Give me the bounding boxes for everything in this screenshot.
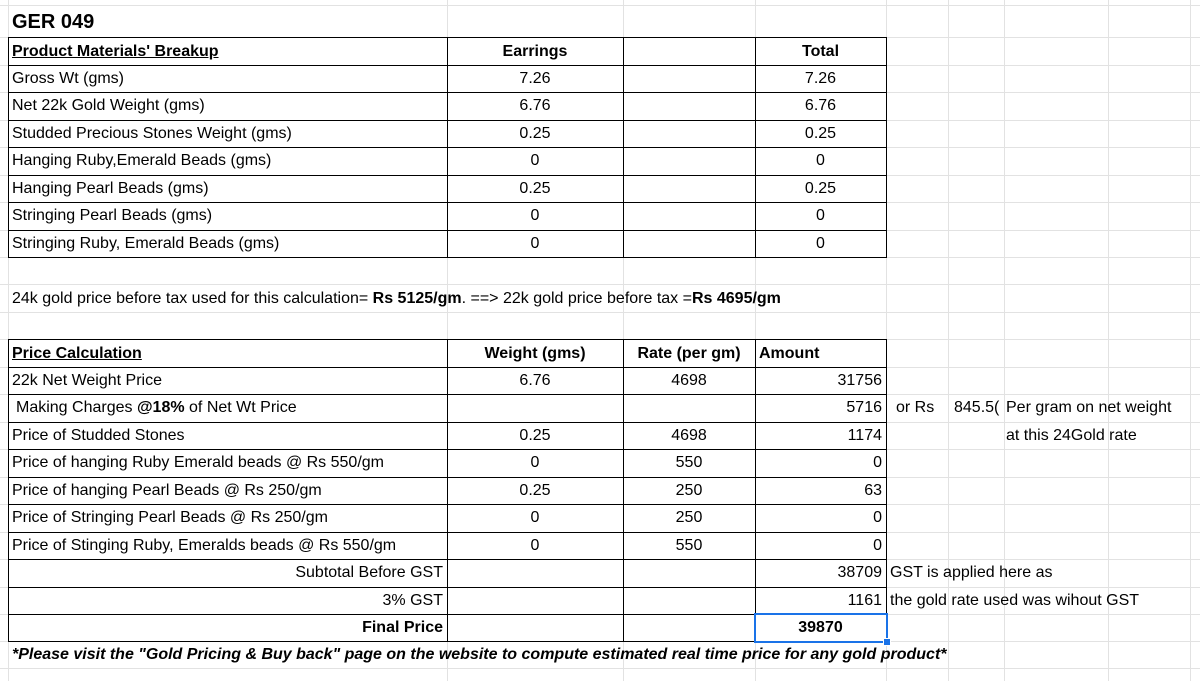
price-label-making[interactable] — [12, 394, 447, 421]
making-percent: @18% — [136, 399, 185, 416]
price-header-weight[interactable]: Weight (gms) — [484, 345, 586, 362]
materials-total[interactable]: 0 — [816, 235, 825, 252]
materials-total[interactable]: 0 — [816, 207, 825, 224]
price-amount[interactable]: 31756 — [837, 372, 882, 389]
price-header-rate[interactable]: Rate (per gm) — [637, 345, 741, 362]
materials-label[interactable]: Studded Precious Stones Weight (gms) — [12, 125, 292, 142]
price-header-amount[interactable]: Amount — [759, 345, 820, 362]
border — [623, 37, 624, 258]
gold-note-text: . ==> 22k gold price before tax = — [461, 290, 692, 307]
border — [886, 37, 887, 258]
gst-amount[interactable]: 1161 — [847, 592, 882, 609]
footer-note[interactable]: *Please visit the "Gold Pricing & Buy back" page on the website to compute estimated real time price for any gold product* — [12, 646, 947, 663]
side-note-gst-1[interactable]: GST is applied here as — [890, 564, 1053, 581]
materials-earrings[interactable]: 0.25 — [519, 180, 551, 197]
side-note-rate-text[interactable]: at this 24Gold rate — [1006, 427, 1137, 444]
materials-header-label[interactable]: Product Materials' Breakup — [12, 43, 219, 60]
final-price-amount[interactable]: 39870 — [798, 619, 843, 636]
materials-earrings[interactable]: 6.76 — [519, 97, 551, 114]
materials-label[interactable]: Hanging Ruby,Emerald Beads (gms) — [12, 152, 272, 169]
gridline — [0, 668, 1200, 669]
sheet-title[interactable]: GER 049 — [12, 11, 95, 33]
price-amount[interactable]: 63 — [864, 482, 882, 499]
price-label[interactable]: Price of hanging Ruby Emerald beads @ Rs 550/gm — [12, 454, 384, 471]
materials-total[interactable]: 6.76 — [804, 97, 837, 114]
price-rate[interactable]: 550 — [675, 454, 703, 471]
materials-header-total[interactable]: Total — [801, 43, 840, 60]
price-label[interactable]: Price of Stinging Ruby, Emeralds beads @ Rs 550/gm — [12, 537, 397, 554]
gold-22k-price: Rs 4695/gm — [691, 290, 781, 307]
making-label-rest: of Net Wt Price — [184, 399, 297, 416]
subtotal-label[interactable]: Subtotal Before GST — [295, 564, 443, 581]
subtotal-amount[interactable]: 38709 — [837, 564, 882, 581]
price-amount[interactable]: 1174 — [847, 427, 882, 444]
gold-price-note[interactable] — [8, 285, 1008, 312]
cell-selection — [754, 613, 888, 643]
price-rate[interactable]: 4698 — [671, 427, 707, 444]
making-label: Making Charges — [16, 399, 137, 416]
gold-24k-price: Rs 5125/gm — [372, 290, 462, 307]
price-rate[interactable]: 4698 — [671, 372, 707, 389]
materials-earrings[interactable]: 0 — [530, 235, 540, 252]
price-weight[interactable]: 6.76 — [519, 372, 551, 389]
materials-label[interactable]: Stringing Ruby, Emerald Beads (gms) — [12, 235, 280, 252]
price-amount[interactable]: 0 — [873, 454, 882, 471]
price-weight[interactable]: 0 — [530, 537, 540, 554]
materials-earrings[interactable]: 0.25 — [519, 125, 551, 142]
price-weight[interactable]: 0.25 — [519, 427, 551, 444]
price-label[interactable]: Price of Studded Stones — [12, 427, 185, 444]
gridline — [0, 5, 1200, 6]
side-note-or-rs[interactable]: or Rs — [896, 399, 935, 416]
side-note-per-gram-value[interactable]: 845.5( — [954, 399, 1000, 416]
materials-earrings[interactable]: 0 — [530, 207, 540, 224]
materials-header-earrings[interactable]: Earrings — [502, 43, 568, 60]
side-note-gst-2[interactable]: the gold rate used was wihout GST — [890, 592, 1140, 609]
price-header-label[interactable]: Price Calculation — [12, 345, 142, 362]
materials-total[interactable]: 0.25 — [804, 180, 837, 197]
price-label[interactable]: Price of hanging Pearl Beads @ Rs 250/gm — [12, 482, 322, 499]
materials-label[interactable]: Net 22k Gold Weight (gms) — [12, 97, 205, 114]
gridline — [0, 312, 1200, 313]
price-amount[interactable]: 5716 — [846, 399, 882, 416]
materials-total[interactable]: 0 — [816, 152, 825, 169]
price-rate[interactable]: 250 — [675, 509, 703, 526]
materials-label[interactable]: Stringing Pearl Beads (gms) — [12, 207, 213, 224]
price-amount[interactable]: 0 — [873, 537, 882, 554]
side-note-per-gram-text[interactable]: Per gram on net weight — [1006, 399, 1172, 416]
price-label[interactable]: 22k Net Weight Price — [12, 372, 162, 389]
price-rate[interactable]: 550 — [675, 537, 703, 554]
price-weight[interactable]: 0.25 — [519, 482, 551, 499]
price-weight[interactable]: 0 — [530, 509, 540, 526]
price-rate[interactable]: 250 — [675, 482, 703, 499]
materials-earrings[interactable]: 7.26 — [519, 70, 551, 87]
materials-label[interactable]: Hanging Pearl Beads (gms) — [12, 180, 209, 197]
materials-earrings[interactable]: 0 — [530, 152, 540, 169]
price-weight[interactable]: 0 — [530, 454, 540, 471]
materials-total[interactable]: 0.25 — [804, 125, 837, 142]
final-price-label[interactable]: Final Price — [362, 619, 443, 636]
price-label[interactable]: Price of Stringing Pearl Beads @ Rs 250/gm — [12, 509, 328, 526]
materials-total[interactable]: 7.26 — [804, 70, 837, 87]
gst-label[interactable]: 3% GST — [382, 592, 443, 609]
gold-note-text: 24k gold price before tax used for this calculation= — [12, 290, 373, 307]
materials-label[interactable]: Gross Wt (gms) — [12, 70, 124, 87]
price-amount[interactable]: 0 — [873, 509, 882, 526]
